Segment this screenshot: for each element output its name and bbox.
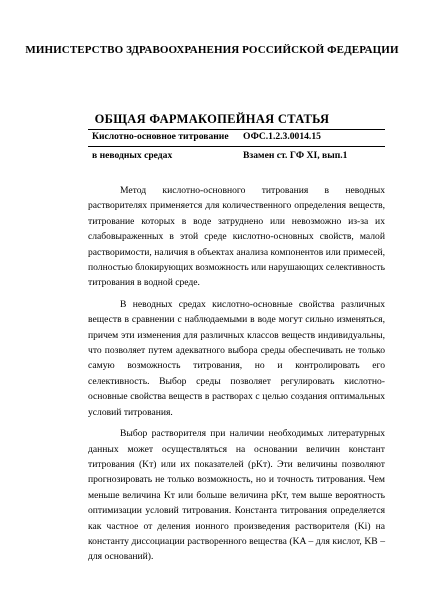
header-rule-middle bbox=[88, 146, 385, 147]
paragraph: Метод кислотно-основного титрования в неводных растворителях применяется для количественного определения веществ, титрование которых в воде затруднено или невозможно из-за их слабовыраженных в этой среде кислотно-основных свойств, малой растворимости, наличия в объектах анализа компонентов или примесей, полностью блокирующих возможность или нарушающих селективность титрования в водной среде. bbox=[88, 185, 386, 289]
paragraph: Выбор растворителя при наличии необходимых литературных данных может осуществляться на основании величин констант титрования (Kт) или их показателей (pKт). Эти величины позволяют прогнозировать не только возможность, но и точность титрования. Чем меньше величина Kт или больше величина pKт, тем выше вероятность оптимизации условий титрования. Константа титрования определяется как частное от деления ионного произведения растворителя (Ki) на константу диссоциации растворенного вещества (KA – для кислот, KB – для оснований). bbox=[88, 428, 385, 563]
monograph-code: ОФС.1.2.3.0014.15 bbox=[243, 131, 321, 142]
replaces-note: Взамен ст. ГФ XI, вып.1 bbox=[243, 150, 348, 161]
subject-line-2: в неводных средах bbox=[92, 150, 173, 161]
ministry-heading: МИНИСТЕРСТВО ЗДРАВООХРАНЕНИЯ РОССИЙСКОЙ ФЕДЕРАЦИИ bbox=[25, 44, 399, 56]
article-body bbox=[88, 183, 385, 571]
subject-line-1: Кислотно-основное титрование bbox=[92, 131, 229, 142]
article-type-title: ОБЩАЯ ФАРМАКОПЕЙНАЯ СТАТЬЯ bbox=[94, 112, 330, 126]
paragraph: В неводных средах кислотно-основные свойства различных веществ в сравнении с наблюдаемыми в воде могут сильно изменяться, причем эти изменения для различных классов веществ индивидуальны, что позволяет путем адекватного выбора среды обеспечивать не только самую возможность титрования, но и контролировать его селективность. Выбор среды позволяет регулировать кислотно-основные свойства веществ в растворах с целью создания оптимальных условий титрования. bbox=[88, 298, 385, 418]
header-rule-top bbox=[88, 129, 385, 130]
